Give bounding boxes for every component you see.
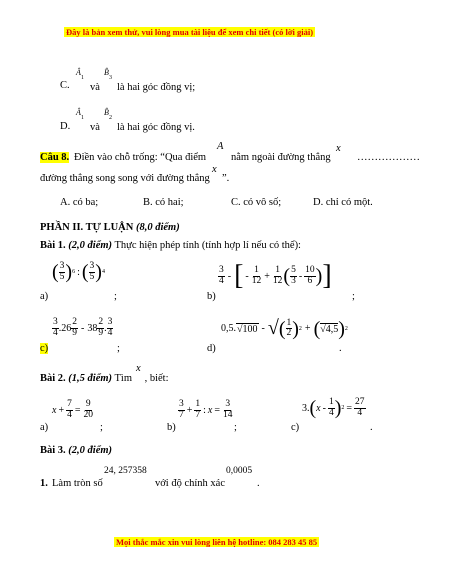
question-8-dots: ……………… bbox=[357, 152, 420, 163]
exercise-1d-expression: 0,5. √100 - √ ( $\frac{1}{2}$ ) 2 + ( √4,5 ) 2 bbox=[221, 317, 348, 340]
exercise-3-points: (2,0 điểm) bbox=[68, 445, 113, 456]
option-d bbox=[60, 121, 70, 132]
exercise-3-label: Bài 3. bbox=[40, 445, 66, 456]
preview-banner: Đây là bản xem thử, vui lòng mua tài liệu để xem chi tiết (có lời giải) bbox=[66, 27, 314, 37]
question-8-line2-end: ”. bbox=[222, 173, 230, 184]
question-8-var-a: A bbox=[217, 141, 224, 152]
question-8-option-c: C. có vô số; bbox=[231, 197, 282, 208]
exercise-3-item-1: 1. bbox=[40, 478, 48, 489]
exercise-1a-semicolon: ; bbox=[114, 291, 117, 302]
question-8-label: Câu 8. bbox=[40, 152, 70, 163]
exercise-1a-label: a) bbox=[40, 291, 49, 302]
option-d-sub2: 2 bbox=[109, 115, 112, 121]
option-d-label: D. bbox=[60, 121, 71, 132]
question-8-var-x2: x bbox=[212, 164, 217, 175]
exercise-2a-label: a) bbox=[40, 422, 49, 433]
option-c-sub2: 3 bbox=[109, 75, 112, 81]
exercise-2-label: Bài 2. bbox=[40, 373, 66, 384]
exercise-2c-label: c) bbox=[291, 422, 300, 433]
part-2-title: PHẦN II. TỰ LUẬN bbox=[40, 222, 134, 233]
question-8-option-a: A. có ba; bbox=[60, 197, 99, 208]
exercise-2-heading bbox=[40, 373, 169, 384]
exercise-2b-semicolon: ; bbox=[234, 422, 237, 433]
option-d-angle1: Â bbox=[76, 108, 81, 117]
question-8-option-d: D. chỉ có một. bbox=[313, 197, 373, 208]
exercise-1b-expression: $\frac{3}{4}$ - [ - $\frac{1}{12}$ + $\frac{1}{12}$ ( $\frac{5}{3}$ - $\frac{10}{6}$ ) ] bbox=[219, 260, 332, 291]
exercise-2-text: Tìm bbox=[114, 373, 132, 384]
hotline-banner: Mọi thắc mắc xin vui lòng liên hệ hotline: 084 283 45 85 bbox=[116, 537, 318, 547]
exercise-1-heading bbox=[40, 240, 301, 251]
exercise-1c-expression: $\frac{3}{4}$ .26 $\frac{2}{9}$ - 38 $\frac{2}{9}$ . $\frac{3}{4}$ bbox=[53, 317, 113, 338]
exercise-1-label: Bài 1. bbox=[40, 240, 66, 251]
exercise-1c-semicolon: ; bbox=[117, 343, 120, 354]
question-8-text2: nằm ngoài đường thẳng bbox=[231, 152, 331, 163]
exercise-1-points: (2,0 điểm) bbox=[68, 240, 113, 251]
question-8-line2: đường thẳng song song với đường thẳng bbox=[40, 173, 210, 184]
question-8-var-x: x bbox=[336, 143, 341, 154]
exercise-2-text-end: , biết: bbox=[144, 373, 169, 384]
exercise-1b-label: b) bbox=[207, 291, 216, 302]
exercise-1d-period: . bbox=[339, 343, 342, 354]
option-c-label: C. bbox=[60, 80, 70, 91]
question-8-text1: Điền vào chỗ trống: “Qua điểm bbox=[74, 152, 207, 163]
exercise-1-text: Thực hiện phép tính (tính hợp lí nếu có thể): bbox=[114, 240, 301, 251]
exercise-2a-semicolon: ; bbox=[100, 422, 103, 433]
option-c bbox=[60, 80, 70, 91]
option-c-angle2: B̂ bbox=[104, 68, 109, 77]
part-2-points: (8,0 điểm) bbox=[135, 222, 180, 233]
option-d-text: là hai góc đồng vị. bbox=[117, 122, 195, 133]
question-8-option-b: B. có hai; bbox=[143, 197, 184, 208]
exercise-1b-semicolon: ; bbox=[352, 291, 355, 302]
option-c-sub1: 1 bbox=[81, 75, 84, 81]
option-d-sub1: 1 bbox=[81, 115, 84, 121]
option-c-and: và bbox=[90, 82, 100, 93]
exercise-3-heading bbox=[40, 445, 112, 456]
exercise-2c-expression: 3. ( x - $\frac{1}{4}$ ) 2 = $\frac{27}{4}$ bbox=[302, 397, 365, 419]
exercise-2c-period: . bbox=[370, 422, 373, 433]
exercise-2b-label: b) bbox=[167, 422, 176, 433]
exercise-3-text2: với độ chính xác bbox=[155, 478, 225, 489]
exercise-1d-label: d) bbox=[207, 343, 216, 354]
option-d-and: và bbox=[90, 122, 100, 133]
option-c-angle1: Â bbox=[76, 68, 81, 77]
exercise-2b-expression: $\frac{3}{7}$ + $\frac{1}{7}$ : x = $\frac{3}{14}$ bbox=[179, 399, 233, 420]
exercise-3-text1: Làm tròn số bbox=[52, 478, 103, 489]
exercise-3-precision: 0,0005 bbox=[226, 466, 253, 476]
option-c-text: là hai góc đồng vị; bbox=[117, 82, 196, 93]
exercise-1a-expression: ( $\frac{3}{5}$ ) 6 : ( $\frac{3}{5}$ ) 4 bbox=[52, 261, 105, 283]
exercise-3-number: 24, 257358 bbox=[104, 466, 147, 476]
exercise-2-var-x: x bbox=[136, 363, 141, 374]
option-d-angle2: B̂ bbox=[104, 108, 109, 117]
part-2-heading bbox=[40, 222, 180, 233]
exercise-3-end: . bbox=[257, 478, 260, 489]
exercise-2-points: (1,5 điểm) bbox=[68, 373, 113, 384]
exercise-1c-label: c) bbox=[40, 343, 49, 354]
exercise-2a-expression: x + $\frac{7}{4}$ = $\frac{9}{20}$ bbox=[52, 399, 93, 420]
